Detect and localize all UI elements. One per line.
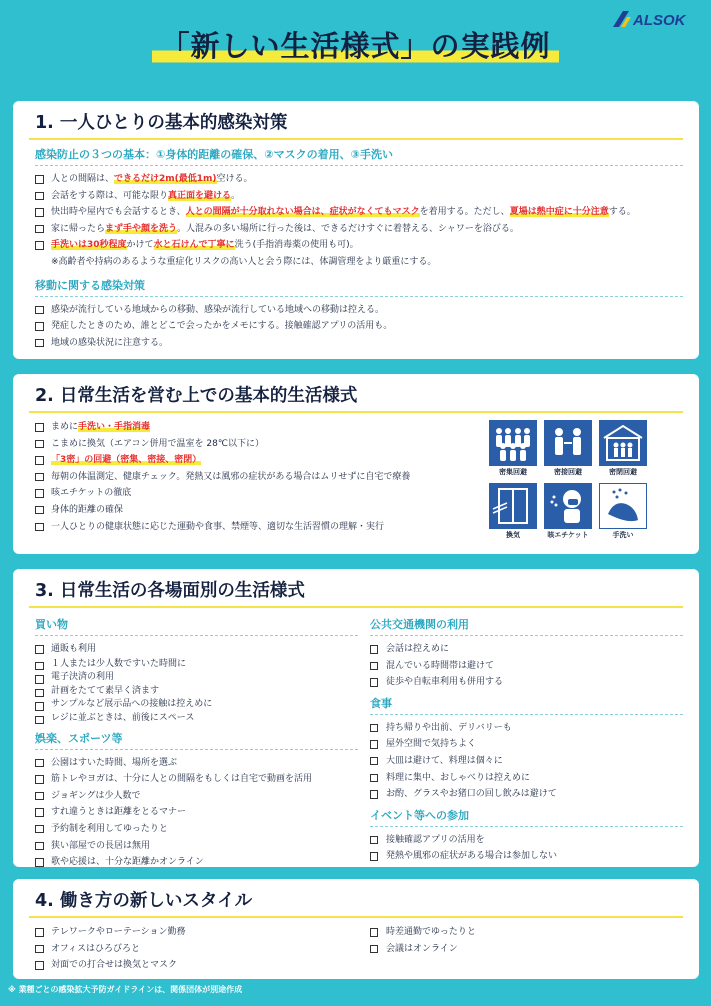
close-contact-avoid-icon <box>544 420 592 466</box>
checklist-item: サンプルなど展示品への接触は控えめに <box>35 698 358 712</box>
checklist-item: 毎朝の体温測定、健康チェック。発熱又は風邪の症状がある場合はムリせずに自宅で療養 <box>35 469 683 486</box>
section-3-heading: 3. 日常生活の各場面別の生活様式 <box>29 569 683 608</box>
title-wrap <box>0 24 711 67</box>
category-shopping: 買い物 <box>35 616 358 636</box>
checklist-item: 通販も利用 <box>35 641 358 658</box>
checklist-item: 身体的距離の確保 <box>35 502 683 519</box>
cough-etiquette-icon <box>544 483 592 529</box>
checklist-item: 手洗いは30秒程度かけて水と石けんで丁寧に洗う(手指消毒薬の使用も可)。 <box>35 237 683 254</box>
checklist-item: 対面での打合せは換気とマスク <box>35 957 358 974</box>
closed-space-avoid-icon <box>599 420 647 466</box>
checklist-item: 快出時や屋内でも会話するとき、人との間隔が十分取れない場合は、症状がなくてもマスクを着用する。ただし、夏場は熱中症に十分注意する。 <box>35 204 683 221</box>
icon-label: 密接回避 <box>554 468 582 476</box>
checklist-item: すれ違うときは距離をとるマナー <box>35 804 358 821</box>
checklist-item: 持ち帰りや出前、デリバリーも <box>370 720 683 737</box>
checklist-item: 接触確認アプリの活用を <box>370 832 683 849</box>
checklist-item: まめに手洗い・手指消毒 <box>35 419 683 436</box>
checklist-item: 公園はすいた時間、場所を選ぶ <box>35 755 358 772</box>
section-1-subheading: 感染防止の３つの基本：①身体的距離の確保、②マスクの着用、③手洗い <box>35 146 683 166</box>
category-leisure: 娯楽、スポーツ等 <box>35 730 358 750</box>
ventilation-icon <box>489 483 537 529</box>
section-3-card <box>13 569 699 867</box>
checklist-item: 徒歩や自転車利用も併用する <box>370 674 683 691</box>
checklist-item: 家に帰ったらまず手や顔を洗う。人混みの多い場所に行った後は、できるだけすぐに着替える、シャワーを浴びる。 <box>35 221 683 238</box>
checklist-item: 会話は控えめに <box>370 641 683 658</box>
checklist-item: 感染が流行している地域からの移動、感染が流行している地域への移動は控える。 <box>35 302 683 319</box>
checklist-item: テレワークやローテーション勤務 <box>35 924 358 941</box>
checklist-item: 会話をする際は、可能な限り真正面を避ける。 <box>35 188 683 205</box>
hand-wash-icon <box>599 483 647 529</box>
section-2-heading: 2. 日常生活を営む上での基本的生活様式 <box>29 374 683 413</box>
checklist-item: 電子決済の利用 <box>35 671 358 685</box>
icon-label: 密集回避 <box>499 468 527 476</box>
checklist-item: 歌や応援は、十分な距離かオンライン <box>35 854 358 871</box>
checklist-item: 人との間隔は、できるだけ2m(最低1m)空ける。 <box>35 171 683 188</box>
checklist-item: 混んでいる時間帯は避けて <box>370 658 683 675</box>
checklist-item: 予約制を利用してゆったりと <box>35 821 358 838</box>
checklist-item: 発熱や風邪の症状がある場合は参加しない <box>370 848 683 865</box>
checklist-item: 計画をたてて素早く済ます <box>35 685 358 699</box>
section-1-card <box>13 101 699 359</box>
checklist-item: 発症したときのため、誰とどこで会ったかをメモにする。接触確認アプリの活用も。 <box>35 318 683 335</box>
icon-label: 換気 <box>506 531 520 539</box>
checklist-item: 狭い部屋での長居は無用 <box>35 838 358 855</box>
section-4-card <box>13 879 699 979</box>
checklist-item: こまめに換気（エアコン併用で温室を 28℃以下に） <box>35 436 683 453</box>
checklist-item: 筋トレやヨガは、十分に人との間隔をもしくは自宅で動画を活用 <box>35 771 358 788</box>
icon-label: 手洗い <box>612 531 634 539</box>
icon-label: 咳エチケット <box>547 531 589 539</box>
category-transport: 公共交通機関の利用 <box>370 616 683 636</box>
section-3-left-column <box>29 614 358 871</box>
section-1-list-2 <box>29 302 683 352</box>
checklist-item: お酌、グラスやお猪口の回し飲みは避けて <box>370 786 683 803</box>
section-2-card <box>13 374 699 554</box>
svg-text:ALSOK: ALSOK <box>633 12 686 29</box>
checklist-item: 地域の感染状況に注意する。 <box>35 335 683 352</box>
section-1-heading: 1. 一人ひとりの基本的感染対策 <box>29 101 683 140</box>
checklist-item: 咳エチケットの徹底 <box>35 485 683 502</box>
checklist-item: 一人ひとりの健康状態に応じた運動や食事、禁煙等、適切な生活習慣の理解・実行 <box>35 519 683 536</box>
checklist-item: 「3密」の回避（密集、密接、密閉） <box>35 452 683 469</box>
section-1-subheading-2: 移動に関する感染対策 <box>35 277 683 297</box>
section-1-list <box>29 171 683 271</box>
checklist-item: 会議はオンライン <box>370 941 683 958</box>
checklist-item: 料理に集中、おしゃべりは控えめに <box>370 770 683 787</box>
crowd-avoid-icon <box>489 420 537 466</box>
checklist-item: オフィスはひろびろと <box>35 941 358 958</box>
pictogram-grid <box>489 420 647 546</box>
checklist-item: 屋外空間で気持ちよく <box>370 736 683 753</box>
category-events: イベント等への参加 <box>370 807 683 827</box>
section-3-right-column <box>364 614 683 871</box>
section-4-heading: 4. 働き方の新しいスタイル <box>29 879 683 918</box>
checklist-item: ジョギングは少人数で <box>35 788 358 805</box>
footer-note: ※ 業種ごとの感染拡大予防ガイドラインは、関係団体が別途作成 <box>8 985 243 994</box>
checklist-item: 大皿は避けて、料理は個々に <box>370 753 683 770</box>
checklist-item: 時差通勤でゆったりと <box>370 924 683 941</box>
page-title: 「新しい生活様式」の実践例 <box>152 24 558 67</box>
icon-label: 密閉回避 <box>609 468 637 476</box>
note-text: ※高齢者や持病のあるような重症化リスクの高い人と会う際には、体調管理をより厳重にする。 <box>51 256 437 267</box>
checklist-item: １人または少人数ですいた時間に <box>35 658 358 672</box>
checklist-item: レジに並ぶときは、前後にスペース <box>35 712 358 726</box>
category-meals: 食事 <box>370 695 683 715</box>
